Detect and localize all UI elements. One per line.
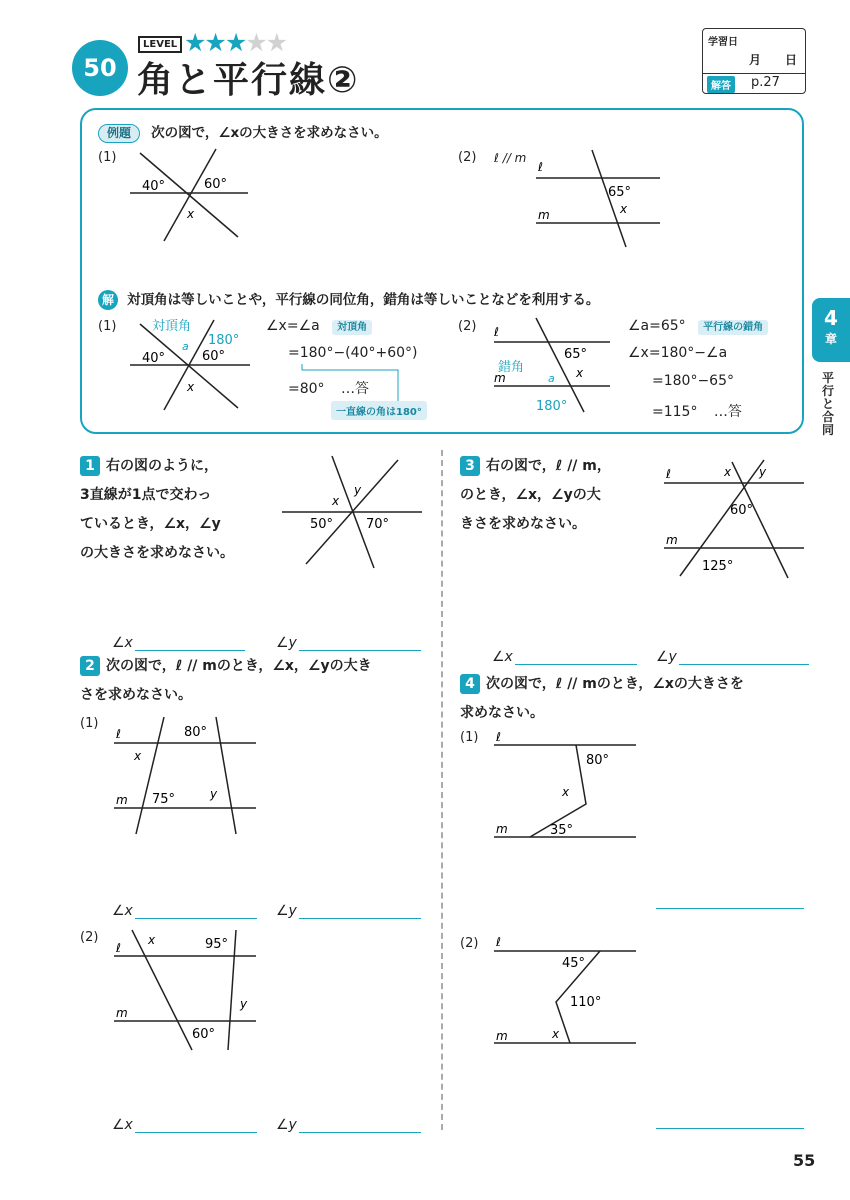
q2-text (80, 652, 372, 710)
sol2-line3: =180°−65° (652, 373, 734, 389)
fig-label: ℓ (116, 727, 121, 741)
sol2-line4 (652, 401, 742, 421)
fig-note: 錯角 (498, 360, 525, 375)
fig-label: a (548, 372, 555, 385)
sol1-eq3: =80° (288, 381, 325, 397)
fig-label: m (538, 208, 550, 222)
fig-label: 180° (536, 399, 568, 414)
fig-label: 50° (310, 517, 334, 532)
sol2-line1 (628, 318, 768, 334)
q4-p2-answer-field[interactable] (656, 1128, 804, 1129)
transversal (536, 318, 584, 412)
q3-answer-x-field[interactable] (515, 648, 637, 665)
q2-p1-answer-y-field[interactable] (299, 902, 421, 919)
q3-answer-y: ∠y (656, 646, 809, 665)
fig-label: y (240, 997, 248, 1011)
q2-p1-figure (110, 712, 260, 837)
q2-p2-answer-y: ∠y (276, 1114, 421, 1133)
chapter-number: 4 (824, 306, 838, 330)
q1-answer-x-field[interactable] (135, 634, 245, 651)
fig-label: m (496, 822, 508, 836)
fig-label: y (759, 465, 767, 479)
answer-page: p.27 (751, 75, 780, 90)
q1-text (80, 452, 280, 568)
star-filled-icon: ★★★ (184, 28, 246, 57)
example-p2-label: (2) (458, 150, 477, 165)
fig-label: 35° (550, 823, 574, 838)
solution-fig2 (490, 314, 620, 414)
transversal (216, 717, 236, 834)
sol1-line2: =180°−(40°+60°) (288, 345, 418, 361)
q1-number: 1 (80, 456, 100, 476)
q2-p2-answer-y-field[interactable] (299, 1116, 421, 1133)
q4-number: 4 (460, 674, 480, 694)
q4-p2-figure (490, 934, 640, 1050)
fig-label: a (182, 340, 189, 353)
q3-line: のとき，∠x，∠yの大 (460, 487, 601, 503)
fig-label: 125° (702, 559, 734, 574)
page-number: 55 (793, 1151, 816, 1170)
q3-answer-y-field[interactable] (679, 648, 809, 665)
sol1-tag: 対頂角 (332, 320, 372, 335)
q1-answer-y: ∠y (276, 632, 421, 651)
solution-text: 対頂角は等しいことや，平行線の同位角，錯角は等しいことなどを利用する。 (127, 292, 600, 308)
q4-line: 求めなさい。 (460, 705, 544, 721)
fig-line (164, 149, 216, 241)
fig-label: 80° (184, 725, 208, 740)
q3-figure (660, 456, 808, 581)
lesson-number-badge: 50 (72, 40, 128, 96)
fig-label: 40° (142, 179, 166, 194)
sol1-line1 (266, 318, 372, 334)
sol1-note: 一直線の角は180° (331, 401, 427, 420)
fig-label: 60° (192, 1027, 216, 1042)
fig-label: x (552, 1027, 560, 1041)
fig-label: 75° (152, 792, 176, 807)
fig-label: x (562, 785, 570, 799)
fig-label: ℓ (496, 935, 501, 949)
sol1-label: (1) (98, 319, 117, 334)
q1-answer-x: ∠x (112, 632, 245, 651)
q2-p2-answer-x-field[interactable] (135, 1116, 257, 1133)
q3-line: 3 右の図で，ℓ // m， (460, 452, 650, 481)
transversal (228, 930, 236, 1050)
sol1-answer-mark: …答 (341, 381, 369, 397)
chapter-unit: 章 (824, 332, 837, 346)
example-p1-label: (1) (98, 150, 117, 165)
fig-label: m (666, 533, 678, 547)
fig-label: 45° (562, 956, 586, 971)
example-fig1 (120, 145, 250, 245)
q1-figure (280, 452, 425, 572)
q4-text (460, 670, 744, 728)
example-header (98, 121, 388, 143)
example-p2-condition: ℓ // m (494, 151, 527, 165)
star-empty-icon: ★★ (245, 28, 287, 57)
chapter-title: 平行と合同 (821, 371, 834, 437)
fig-label: 80° (586, 753, 610, 768)
fig-label: 40° (142, 351, 166, 366)
q4-line: 4 次の図で，ℓ // mのとき，∠xの大きさを (460, 670, 744, 699)
q3-number: 3 (460, 456, 480, 476)
fig-label: x (187, 380, 195, 394)
fig-label: m (496, 1029, 508, 1043)
fig-label: 95° (205, 937, 229, 952)
fig-label: ℓ (538, 160, 543, 174)
q1-line: 3直線が1点で交わっ (80, 487, 212, 503)
solution-header (98, 288, 599, 310)
chapter-tab (812, 298, 850, 362)
column-divider (441, 450, 443, 1130)
example-fig2 (530, 145, 670, 250)
q3-text (460, 452, 650, 539)
fig-label: x (620, 202, 628, 216)
fig-label: ℓ (666, 467, 671, 481)
fig-label: x (724, 465, 732, 479)
example-question: 次の図で，∠xの大きさを求めなさい。 (151, 125, 388, 141)
fig-label: y (210, 787, 218, 801)
fig-label: m (494, 371, 506, 385)
fig-label: x (134, 749, 142, 763)
q2-p2-label: (2) (80, 930, 99, 945)
q2-number: 2 (80, 656, 100, 676)
study-date-label: 学習日 (708, 37, 738, 48)
fig-label: m (116, 1006, 128, 1020)
q4-p1-figure (490, 730, 640, 845)
fig-label: y (354, 483, 362, 497)
fig-label: 65° (564, 347, 588, 362)
study-date-box (702, 28, 806, 94)
fig-label: ℓ (496, 730, 501, 744)
q2-p1-answer-x-field[interactable] (135, 902, 257, 919)
sol2-eq1: ∠a=65° (628, 318, 686, 334)
fig-label: x (332, 494, 340, 508)
fig-label: 180° (208, 333, 240, 348)
q4-p1-answer-field[interactable] (656, 908, 804, 909)
q2-p1-answer-x: ∠x (112, 900, 257, 919)
transversal (136, 717, 164, 834)
sol2-eq4: =115° (652, 404, 698, 420)
q2-line: 2 次の図で，ℓ // mのとき，∠x，∠yの大き (80, 652, 372, 681)
q1-line: の大きさを求めなさい。 (80, 545, 234, 561)
fig-label: ℓ (494, 325, 499, 339)
example-label: 例題 (98, 124, 140, 143)
fig-label: x (187, 207, 195, 221)
transversal (732, 462, 788, 578)
solution-fig1 (120, 312, 255, 412)
fig-label: m (116, 793, 128, 807)
solution-icon: 解 (98, 290, 118, 310)
q2-p1-label: (1) (80, 716, 99, 731)
q4-p2-label: (2) (460, 936, 479, 951)
q1-line: 1 右の図のように， (80, 452, 280, 481)
fig-label: 65° (608, 185, 632, 200)
answer-tag: 解答 (707, 76, 735, 93)
fig-label: x (576, 366, 584, 380)
sol2-tag: 平行線の錯角 (698, 320, 768, 335)
page-title: 角と平行線② (137, 60, 360, 101)
fig-line (140, 153, 238, 237)
q2-p2-figure (110, 926, 260, 1054)
transversal (132, 930, 192, 1050)
fig-note: 対頂角 (152, 319, 192, 334)
sol2-label: (2) (458, 319, 477, 334)
sol2-answer-mark: …答 (713, 404, 742, 420)
fig-label: 60° (202, 349, 226, 364)
sol1-note-connector (300, 362, 410, 404)
q2-line: さを求めなさい。 (80, 687, 192, 703)
sol2-line2: ∠x=180°−∠a (628, 345, 728, 361)
study-date-month-day: 月 日 (748, 53, 797, 67)
q2-p2-answer-x: ∠x (112, 1114, 257, 1133)
q1-answer-y-field[interactable] (299, 634, 421, 651)
q2-p1-answer-y: ∠y (276, 900, 421, 919)
fig-label: 70° (366, 517, 390, 532)
fig-label: 60° (204, 177, 228, 192)
fig-label: 110° (570, 995, 602, 1010)
level-label: LEVEL (138, 36, 182, 53)
fig-label: 60° (730, 503, 754, 518)
fig-label: x (148, 933, 156, 947)
q4-p1-label: (1) (460, 730, 479, 745)
sol1-eq1: ∠x=∠a (266, 318, 320, 334)
fig-label: ℓ (116, 941, 121, 955)
q1-line: ているとき，∠x，∠y (80, 516, 221, 532)
q3-answer-x: ∠x (492, 646, 637, 665)
q3-line: きさを求めなさい。 (460, 516, 586, 532)
